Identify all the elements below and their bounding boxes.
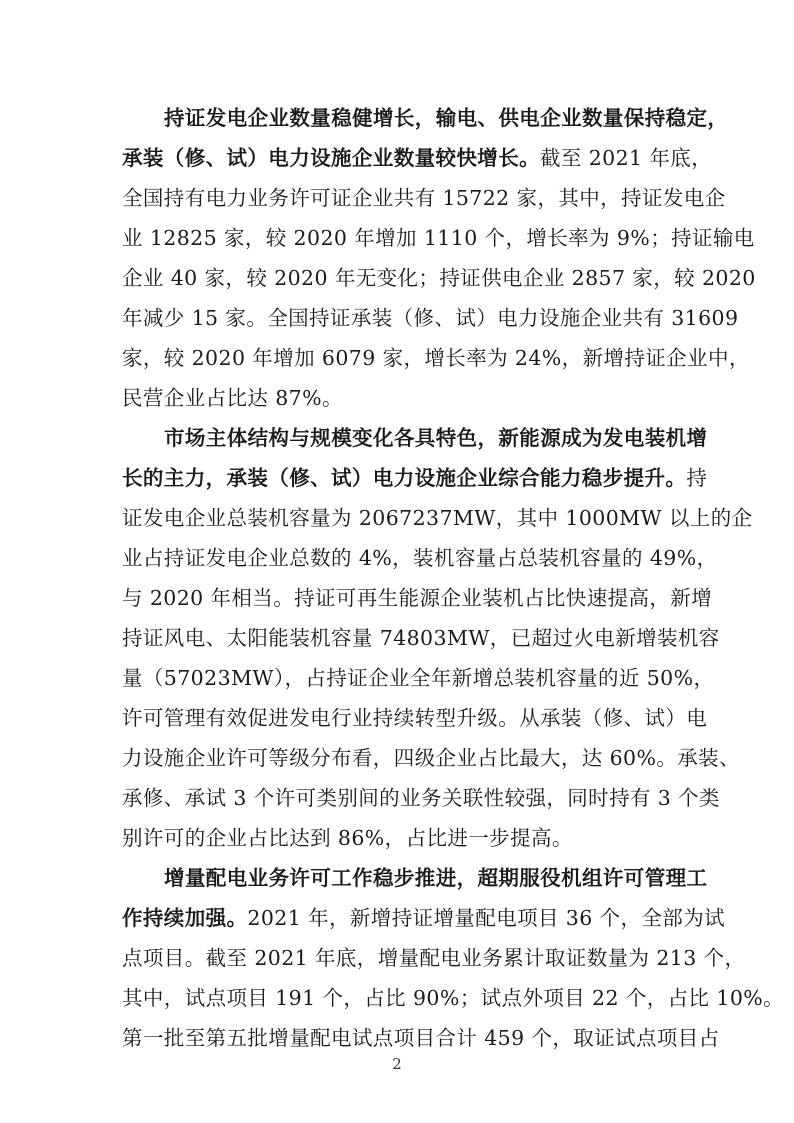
body-text: 力设施企业许可等级分布看，四级企业占比最大，达 60%。承装、 [122,746,740,770]
text-line [122,698,708,738]
body-text: 别许可的企业占比达到 86%，占比进一步提高。 [122,826,573,850]
bold-lead: 承装（修、试）电力设施企业数量较快增长。 [122,146,540,170]
body-text: 持证风电、太阳能装机容量 74803MW，已超过火电新增装机容 [122,626,720,650]
body-text: 业 12825 家，较 2020 年增加 1110 个，增长率为 9%；持证输电 [122,226,755,250]
bold-lead: 增量配电业务许可工作稳步推进，超期服役机组许可管理工 [164,866,708,890]
body-text: 全国持有电力业务许可证企业共有 15722 家，其中，持证发电企 [122,186,726,210]
text-line [122,898,726,938]
text-line [122,818,674,858]
body-text: 业占持证发电企业总数的 4%，装机容量占总装机容量的 49%， [122,546,718,570]
body-text: 截至 2021 年底， [540,146,713,170]
text-line [122,218,755,258]
text-line [164,418,708,458]
bold-lead: 长的主力，承装（修、试）电力设施企业综合能力稳步提升。 [122,466,687,490]
body-text: 量（57023MW），占持证企业全年新增总装机容量的近 50%， [122,666,715,690]
body-text: 年减少 15 家。全国持证承装（修、试）电力设施企业共有 31609 [122,306,739,330]
text-line [122,938,746,978]
text-line [122,178,726,218]
text-line [122,618,720,658]
body-text: 与 2020 年相当。持证可再生能源企业装机占比快速提高，新增 [122,586,713,610]
text-line [122,138,713,178]
body-text: 点项目。截至 2021 年底，增量配电业务累计取证数量为 213 个， [122,946,746,970]
body-text: 民营企业占比达 87%。 [122,386,343,410]
text-line [164,858,708,898]
text-line [122,578,713,618]
text-line [122,658,715,698]
text-line [164,98,729,138]
text-line [122,458,708,498]
text-line [122,978,785,1018]
body-text: 企业 40 家，较 2020 年无变化；持证供电企业 2857 家，较 2020 [122,266,756,290]
body-text: 家，较 2020 年增加 6079 家，增长率为 24%，新增持证企业中， [122,346,750,370]
text-line [122,338,750,378]
body-text: 其中，试点项目 191 个，占比 90%；试点外项目 22 个，占比 10%。 [122,986,785,1010]
body-text: 第一批至第五批增量配电试点项目合计 459 个，取证试点项目占 [122,1026,720,1050]
bold-lead: 作持续加强。 [122,906,248,930]
page-number: 2 [392,1055,402,1073]
bold-lead: 持证发电企业数量稳健增长，输电、供电企业数量保持稳定， [164,106,729,130]
text-line [122,498,753,538]
body-text: 承修、承试 3 个许可类别间的业务关联性较强，同时持有 3 个类 [122,786,720,810]
text-line [122,378,674,418]
text-line [122,1018,720,1058]
text-line [122,778,720,818]
text-line [122,298,739,338]
text-line [122,258,756,298]
body-text: 2021 年，新增持证增量配电项目 36 个，全部为试 [247,906,726,930]
text-line [122,738,740,778]
body-text: 持 [686,466,708,490]
bold-lead: 市场主体结构与规模变化各具特色，新能源成为发电装机增 [164,426,708,450]
body-text: 许可管理有效促进发电行业持续转型升级。从承装（修、试）电 [122,706,708,730]
body-text: 证发电企业总装机容量为 2067237MW，其中 1000MW 以上的企 [122,506,753,530]
text-line [122,538,718,578]
